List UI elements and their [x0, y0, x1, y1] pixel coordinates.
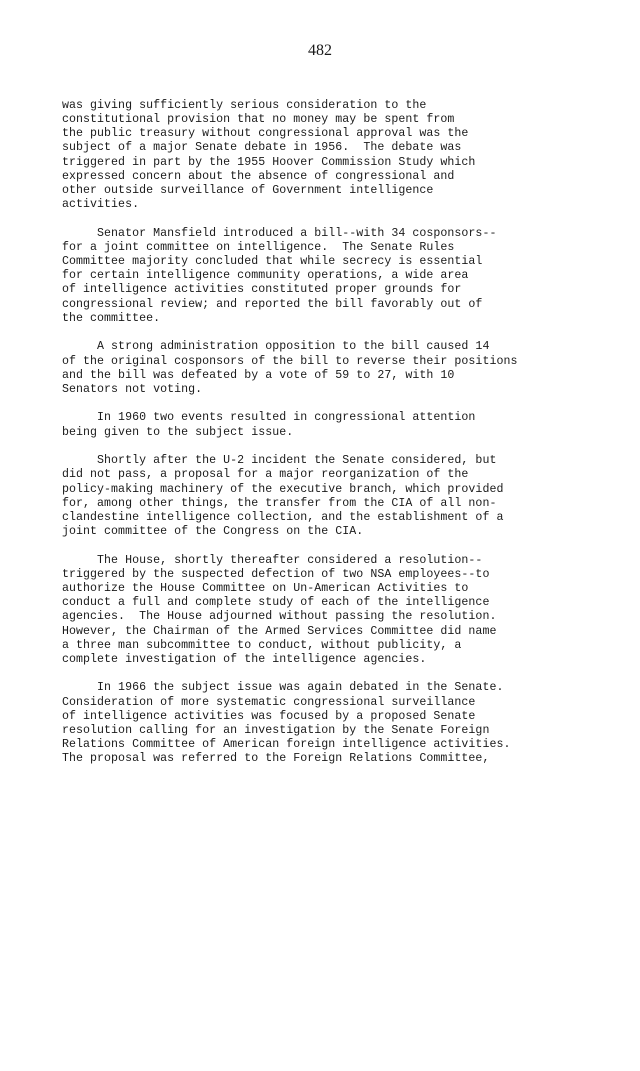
text-line: did not pass, a proposal for a major reorganization of the: [62, 468, 469, 482]
text-line: The proposal was referred to the Foreign Relations Committee,: [62, 752, 490, 766]
text-line: authorize the House Committee on Un-American Activities to: [62, 582, 469, 596]
text-line: a three man subcommittee to conduct, without publicity, a: [62, 638, 462, 652]
paragraph: [62, 411, 622, 439]
text-line: Committee majority concluded that while secrecy is essential: [62, 255, 483, 269]
text-line: and the bill was defeated by a vote of 59 to 27, with 10: [62, 368, 455, 382]
text-line: clandestine intelligence collection, and the establishment of a: [62, 510, 504, 524]
text-line: Shortly after the U-2 incident the Senate considered, but: [62, 454, 497, 468]
text-line: In 1966 the subject issue was again debated in the Senate.: [62, 681, 504, 695]
text-line: expressed concern about the absence of congressional and: [62, 169, 455, 183]
paragraph: [62, 454, 622, 539]
text-line: Senator Mansfield introduced a bill--with 34 cosponsors--: [62, 226, 497, 240]
text-line: of intelligence activities was focused by a proposed Senate: [62, 709, 476, 723]
text-line: other outside surveillance of Government intelligence: [62, 183, 434, 197]
text-line: congressional review; and reported the bill favorably out of: [62, 297, 483, 311]
text-line: constitutional provision that no money may be spent from: [62, 113, 455, 127]
text-line: The House, shortly thereafter considered a resolution--: [62, 553, 483, 567]
text-line: triggered by the suspected defection of two NSA employees--to: [62, 567, 490, 581]
text-line: of the original cosponsors of the bill to reverse their positions: [62, 354, 518, 368]
paragraph: [62, 227, 622, 326]
text-line: Consideration of more systematic congressional surveillance: [62, 695, 476, 709]
text-line: However, the Chairman of the Armed Services Committee did name: [62, 624, 497, 638]
text-line: being given to the subject issue.: [62, 425, 294, 439]
text-line: activities.: [62, 198, 140, 212]
paragraph: [62, 681, 622, 766]
text-line: complete investigation of the intelligence agencies.: [62, 652, 427, 666]
text-line: A strong administration opposition to the bill caused 14: [62, 340, 490, 354]
text-line: for a joint committee on intelligence. The Senate Rules: [62, 240, 455, 254]
text-line: agencies. The House adjourned without passing the resolution.: [62, 610, 497, 624]
text-line: Senators not voting.: [62, 382, 203, 396]
text-line: for certain intelligence community operations, a wide area: [62, 269, 469, 283]
paragraph: [62, 99, 622, 212]
paragraph: [62, 554, 622, 667]
text-line: the public treasury without congressional approval was the: [62, 127, 469, 141]
text-line: resolution calling for an investigation by the Senate Foreign: [62, 723, 490, 737]
paragraph: [62, 340, 622, 397]
text-line: triggered in part by the 1955 Hoover Commission Study which: [62, 155, 476, 169]
text-line: the committee.: [62, 311, 161, 325]
page-number: 482: [308, 42, 332, 59]
text-line: joint committee of the Congress on the CIA.: [62, 525, 364, 539]
text-line: In 1960 two events resulted in congressional attention: [62, 411, 476, 425]
text-line: subject of a major Senate debate in 1956. The debate was: [62, 141, 462, 155]
body-text: [62, 99, 622, 781]
text-line: conduct a full and complete study of each of the intelligence: [62, 596, 490, 610]
text-line: policy-making machinery of the executive branch, which provided: [62, 482, 504, 496]
text-line: Relations Committee of American foreign intelligence activities.: [62, 738, 511, 752]
text-line: for, among other things, the transfer from the CIA of all non-: [62, 496, 497, 510]
text-line: was giving sufficiently serious consideration to the: [62, 99, 427, 112]
text-line: of intelligence activities constituted proper grounds for: [62, 283, 462, 297]
